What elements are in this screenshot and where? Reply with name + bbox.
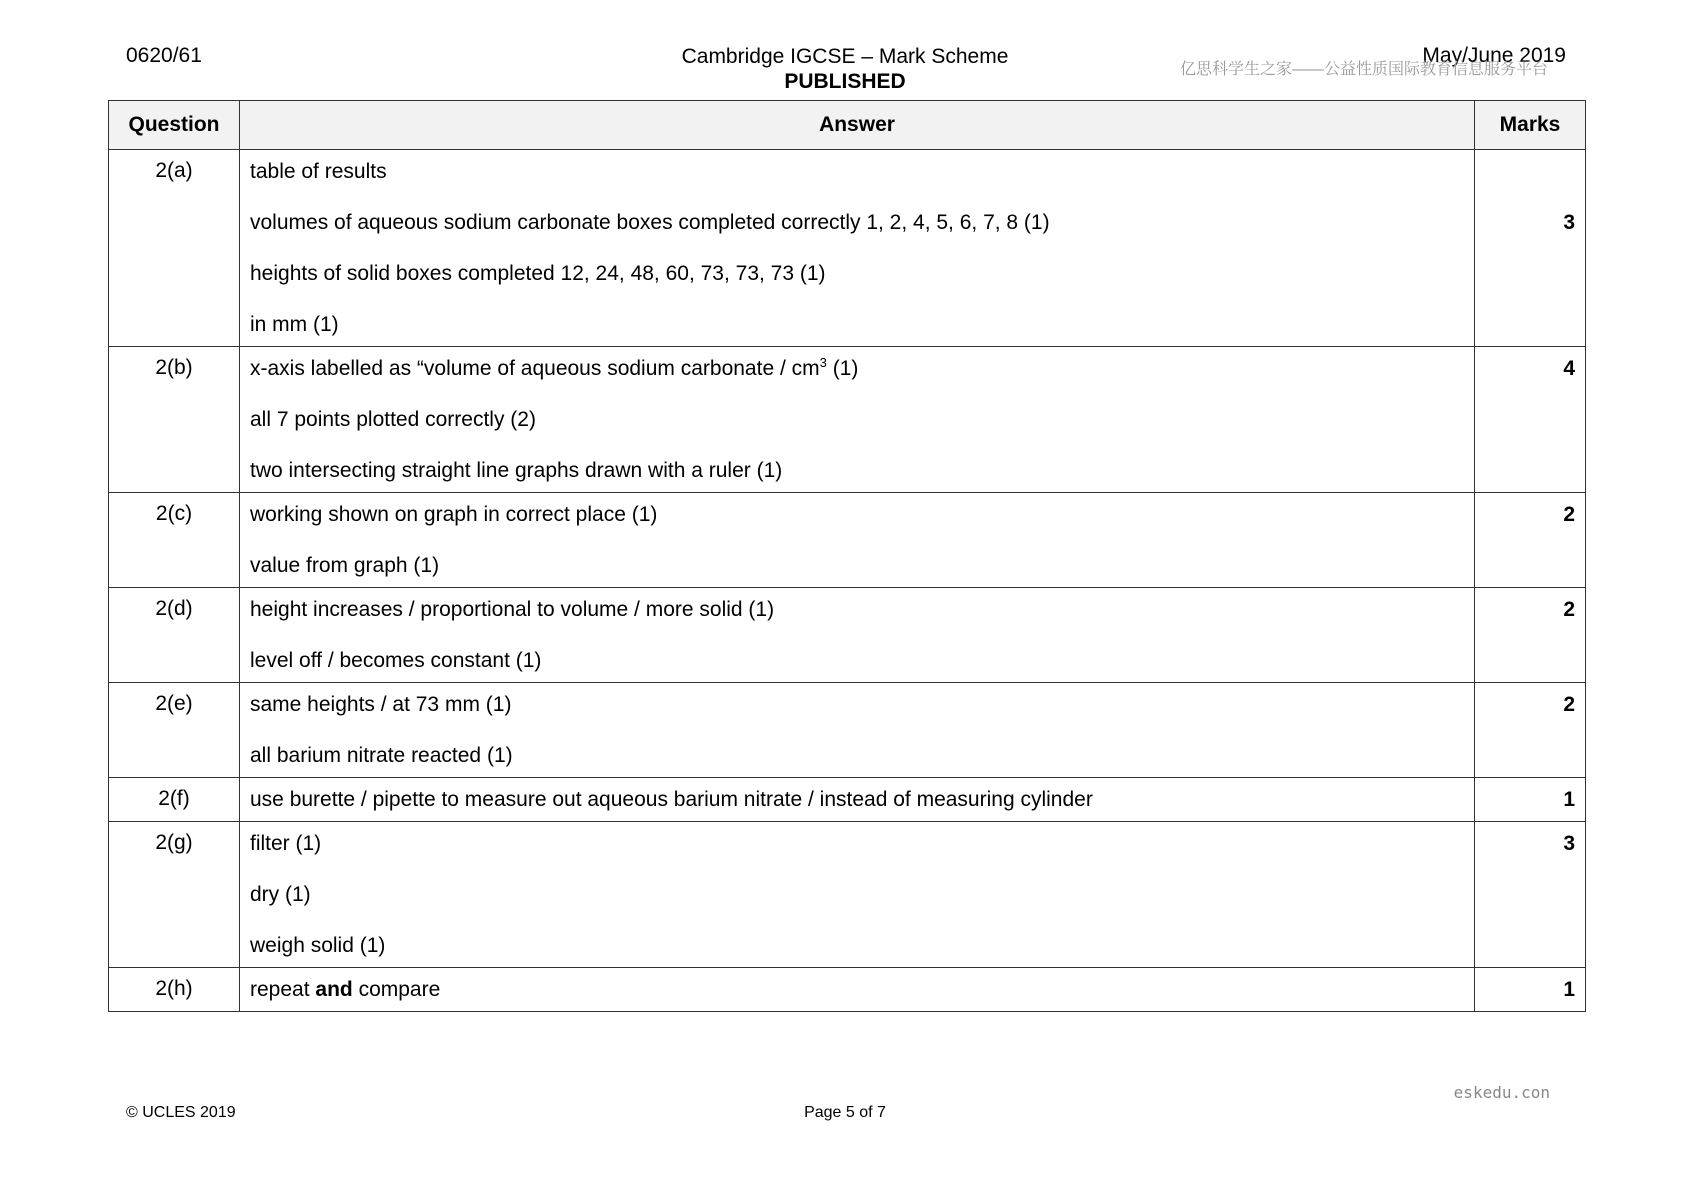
question-number: 2(e) [109, 683, 240, 778]
column-header-answer: Answer [240, 101, 1475, 150]
answer-line: filter (1) [250, 832, 322, 855]
marks-cell [1475, 683, 1586, 778]
column-header-question: Question [109, 101, 240, 150]
answer-line: level off / becomes constant (1) [250, 649, 542, 672]
marks-cell [1475, 150, 1586, 347]
table-row [109, 683, 1586, 778]
question-number: 2(b) [109, 347, 240, 493]
answer-line: heights of solid boxes completed 12, 24, 48, 60, 73, 73, 73 (1) [250, 262, 826, 285]
answer-line: weigh solid (1) [250, 934, 386, 957]
marks-value: 3 [1563, 211, 1575, 234]
published-label: PUBLISHED [784, 70, 906, 93]
table-row [109, 150, 1586, 347]
question-number: 2(f) [109, 778, 240, 822]
answer-line: value from graph (1) [250, 554, 440, 577]
answer-line: repeat and compare [250, 978, 441, 1001]
marks-cell [1475, 968, 1586, 1012]
table-row [109, 968, 1586, 1012]
answer-line: dry (1) [250, 883, 311, 906]
answer-cell [240, 683, 1475, 778]
exam-session: May/June 2019 [1422, 44, 1566, 67]
table-row [109, 493, 1586, 588]
answer-line: same heights / at 73 mm (1) [250, 693, 512, 716]
question-number: 2(h) [109, 968, 240, 1012]
marks-value: 2 [1563, 598, 1575, 621]
question-number: 2(g) [109, 822, 240, 968]
marks-value: 3 [1563, 832, 1575, 855]
answer-line: x-axis labelled as “volume of aqueous sodium carbonate / $cm^3$ (1) [250, 355, 859, 380]
answer-line: all 7 points plotted correctly (2) [250, 408, 536, 431]
table-row [109, 822, 1586, 968]
footer-watermark: eskedu.con [1453, 1083, 1550, 1102]
answer-cell [240, 347, 1475, 493]
marks-value: 1 [1563, 788, 1575, 811]
answer-line: table of results [250, 160, 387, 183]
marks-value: 2 [1563, 693, 1575, 716]
marks-cell [1475, 778, 1586, 822]
marks-cell [1475, 347, 1586, 493]
answer-line: volumes of aqueous sodium carbonate boxes completed correctly 1, 2, 4, 5, 6, 7, 8 (1) [250, 211, 1050, 234]
table-row [109, 778, 1586, 822]
table-row [109, 347, 1586, 493]
document-title: Cambridge IGCSE – Mark Scheme [681, 45, 1009, 68]
answer-line: two intersecting straight line graphs drawn with a ruler (1) [250, 459, 783, 482]
answer-line: in mm (1) [250, 313, 339, 336]
answer-cell [240, 588, 1475, 683]
marks-value: 4 [1563, 357, 1575, 380]
paper-code: 0620/61 [126, 44, 202, 67]
page-number: Page 5 of 7 [804, 1104, 886, 1121]
answer-line: working shown on graph in correct place (1) [250, 503, 658, 526]
question-number: 2(d) [109, 588, 240, 683]
answer-cell [240, 822, 1475, 968]
answer-line: use burette / pipette to measure out aqueous barium nitrate / instead of measuring cylinder [250, 788, 1093, 811]
answer-line: height increases / proportional to volume / more solid (1) [250, 598, 775, 621]
column-header-marks: Marks [1475, 101, 1586, 150]
header-watermark: 亿思科学生之家——公益性质国际教育信息服务平台 [1180, 61, 1549, 78]
answer-cell [240, 778, 1475, 822]
emphasis: and [315, 978, 353, 1001]
copyright: © UCLES 2019 [126, 1104, 236, 1121]
question-number: 2(a) [109, 150, 240, 347]
answer-cell [240, 968, 1475, 1012]
table-header-row [109, 101, 1586, 150]
superscript: 3 [819, 355, 827, 370]
answer-cell [240, 493, 1475, 588]
marks-cell [1475, 493, 1586, 588]
question-number: 2(c) [109, 493, 240, 588]
mark-scheme-table [108, 100, 1586, 1012]
marks-value: 1 [1563, 978, 1575, 1001]
marks-cell [1475, 822, 1586, 968]
marks-value: 2 [1563, 503, 1575, 526]
marks-cell [1475, 588, 1586, 683]
answer-line: all barium nitrate reacted (1) [250, 744, 513, 767]
table-row [109, 588, 1586, 683]
answer-cell [240, 150, 1475, 347]
